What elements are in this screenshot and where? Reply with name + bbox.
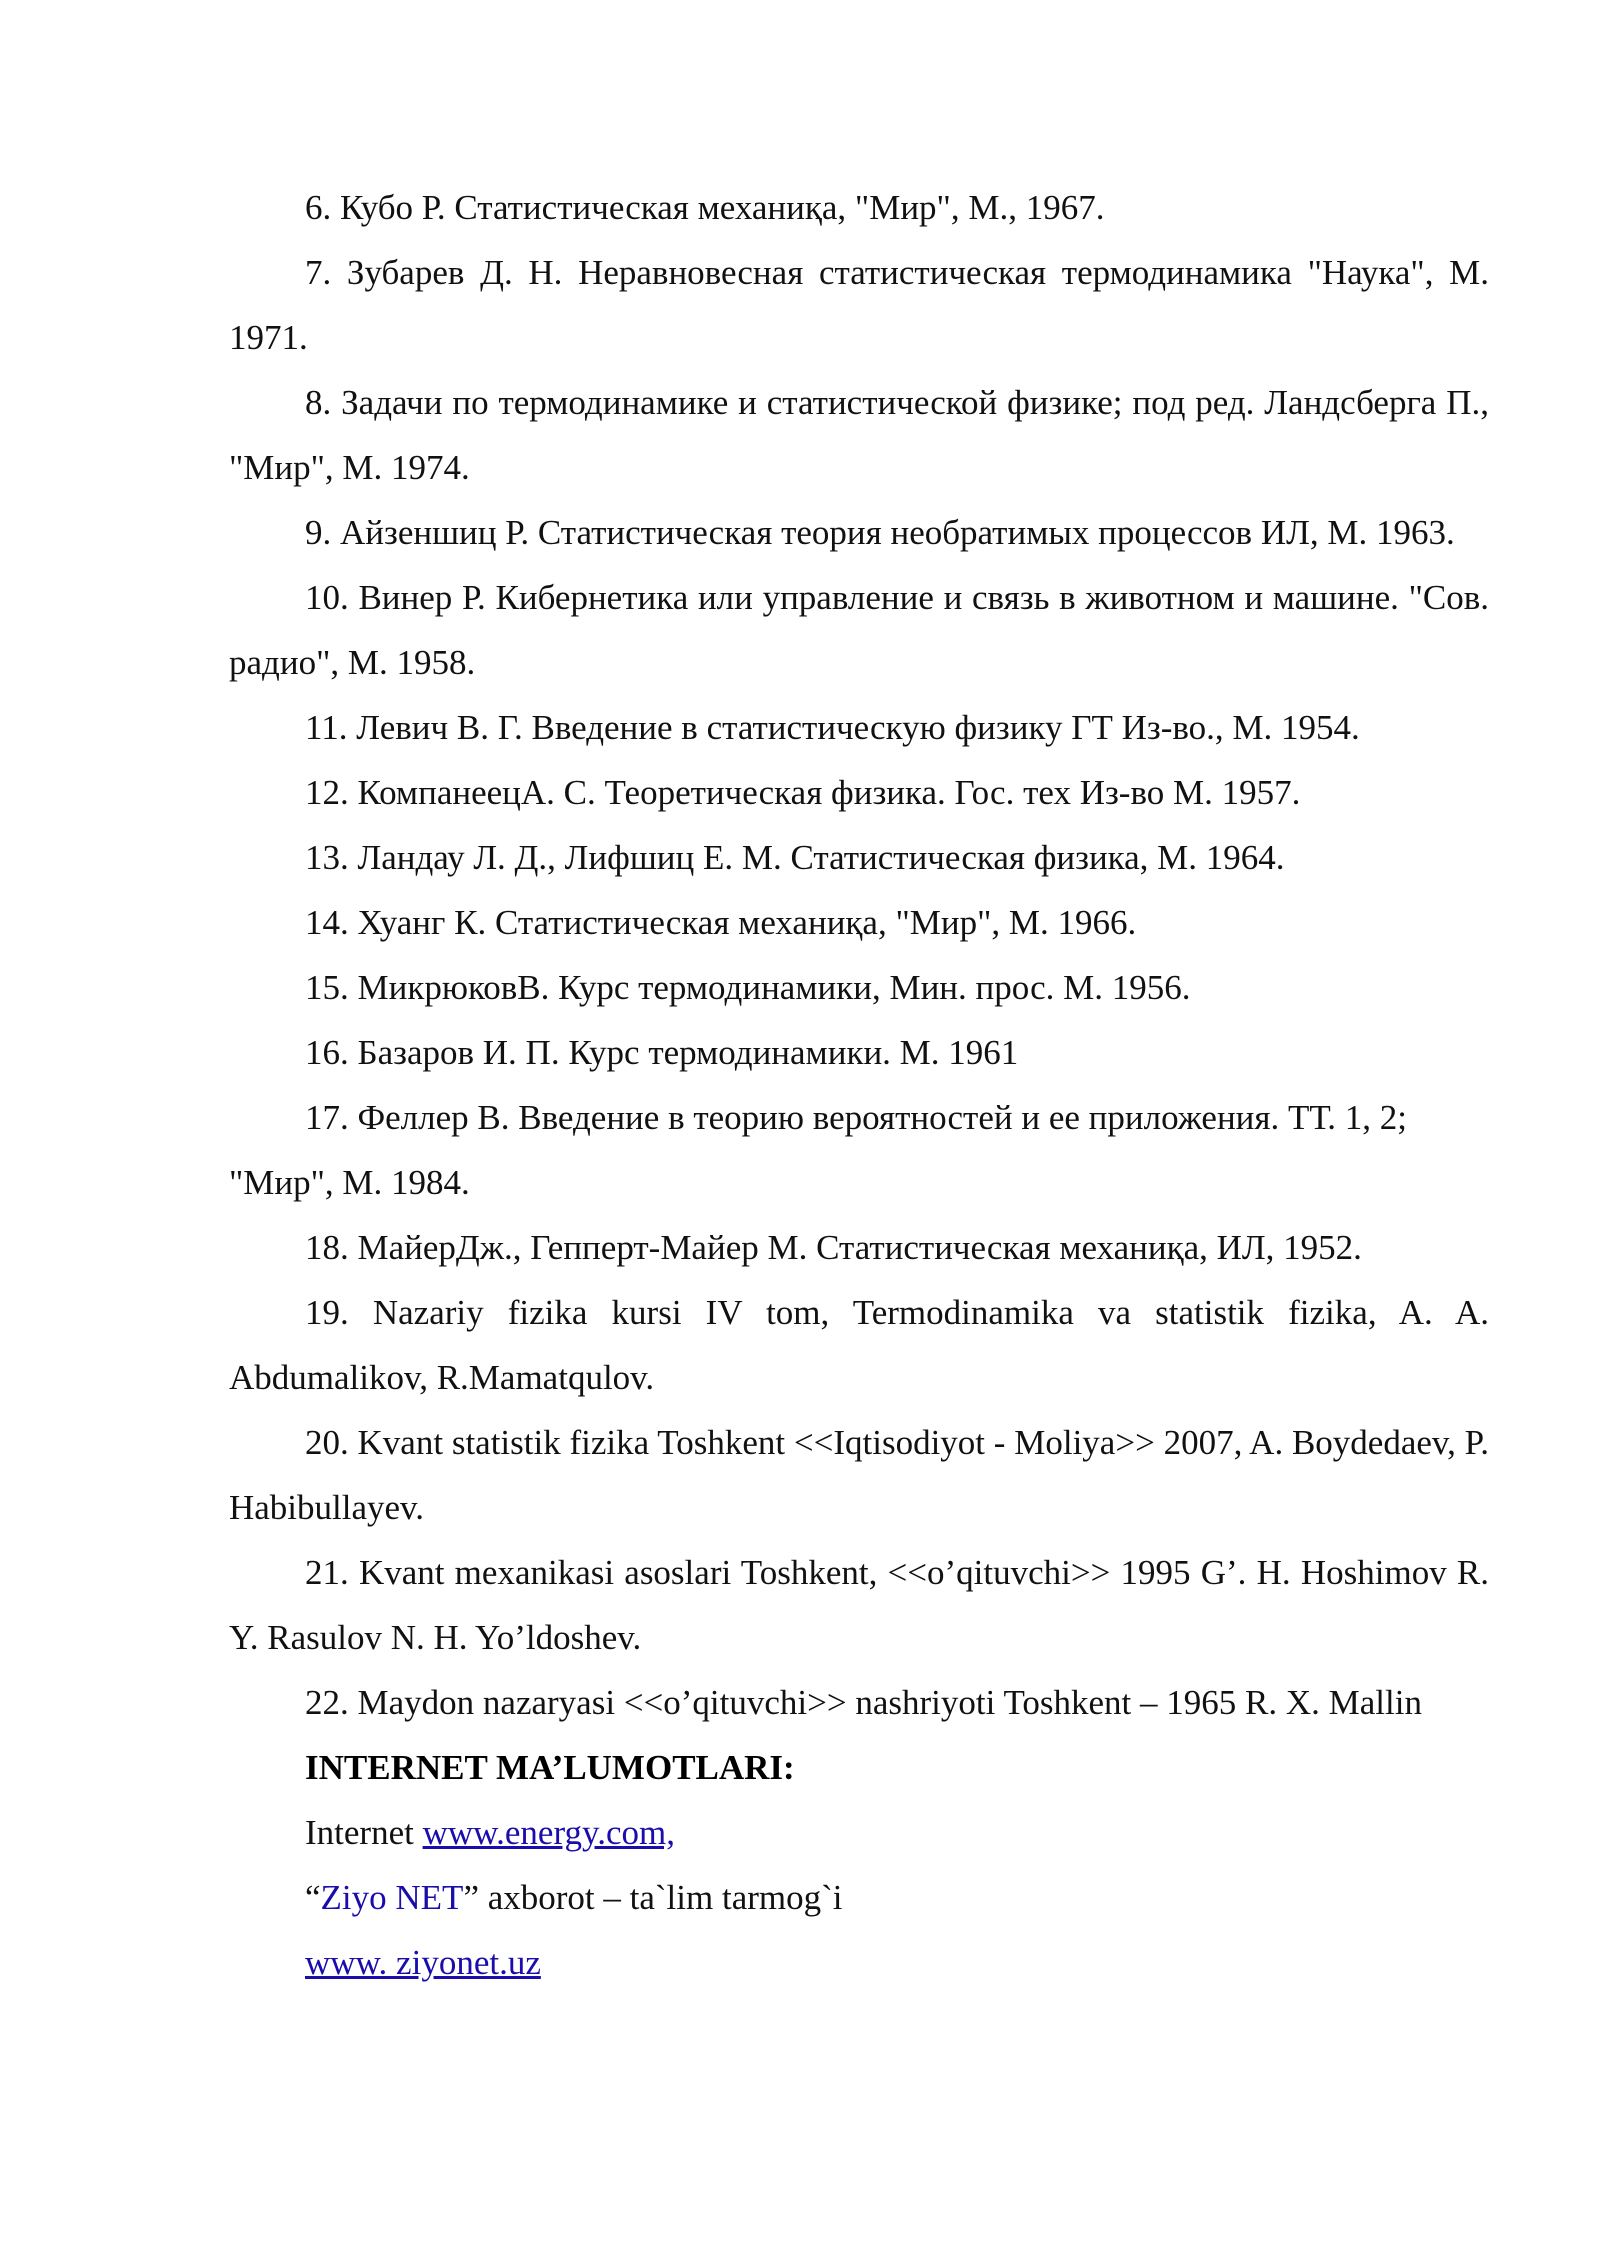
reference-item-7: 7. Зубарев Д. Н. Неравновесная статистическая термодинамика "Наука", М. 1971.: [229, 253, 1489, 357]
document-page: [229, 175, 1489, 1995]
reference-item-11: 11. Левич В. Г. Введение в статистическую физику ГТ Из-во., М. 1954.: [305, 708, 1360, 747]
internet-line: [229, 1800, 1489, 1865]
reference-list: [229, 175, 1489, 1735]
reference-item-20: 20. Kvant statistik fizika Toshkent <<Iqtisodiyot - Moliya>> 2007, A. Boydedaev, P. Habibullayev.: [229, 1423, 1489, 1527]
reference-item-15: 15. МикрюковВ. Курс термодинамики, Мин. прос. М. 1956.: [305, 968, 1191, 1007]
reference-item-13: 13. Ландау Л. Д., Лифшиц Е. М. Статистическая физика, М. 1964.: [305, 838, 1285, 877]
reference-item-16: 16. Базаров И. П. Курс термодинамики. М. 1961: [305, 1033, 1019, 1072]
reference-item-10: 10. Винер Р. Кибернетика или управление и связь в животном и машине. "Сов. радио", М. 1958.: [229, 578, 1489, 682]
reference-item-18: 18. МайерДж., Гепперт-Майер М. Статистическая механиқа, ИЛ, 1952.: [305, 1228, 1362, 1267]
open-quote: “: [305, 1878, 321, 1917]
reference-item-12: 12. КомпанеецА. С. Теоретическая физика. Гос. тех Из-во М. 1957.: [305, 773, 1301, 812]
reference-item-17: 17. Феллер В. Введение в теорию вероятностей и ее приложения. ТТ. 1, 2; "Мир", М. 1984.: [229, 1098, 1407, 1202]
ziyonet-url-line: [229, 1930, 1489, 1995]
internet-label: Internet: [305, 1813, 423, 1852]
reference-item-21: 21. Kvant mexanikasi asoslari Toshkent, <<o’qituvchi>> 1995 G’. H. Hoshimov R. Y. Rasulov N. H. Yo’ldoshev.: [229, 1553, 1489, 1657]
reference-item-9: 9. Айзеншиц Р. Статистическая теория необратимых процессов ИЛ, М. 1963.: [305, 513, 1455, 552]
ziyonet-description: ” axborot – ta`lim tarmog`i: [463, 1878, 843, 1917]
ziyonet-link[interactable]: www. ziyonet.uz: [305, 1943, 541, 1982]
reference-item-19: 19. Nazariy fizika kursi IV tom, Termodinamika va statistik fizika, A. A. Abdumalikov, R.Mamatqulov.: [229, 1293, 1489, 1397]
energy-link[interactable]: www.energy.com,: [422, 1813, 675, 1852]
reference-item-14: 14. Хуанг К. Статистическая механиқа, "Мир", М. 1966.: [305, 903, 1137, 942]
reference-item-8: 8. Задачи по термодинамике и статистической физике; под ред. Ландсберга П., "Мир", М. 1974.: [229, 383, 1489, 487]
ziyonet-line: [229, 1865, 1489, 1930]
internet-heading: INTERNET MA’LUMOTLARI:: [305, 1748, 795, 1787]
reference-item-22: 22. Maydon nazaryasi <<o’qituvchi>> nashriyoti Toshkent – 1965 R. X. Mallin: [305, 1683, 1422, 1722]
reference-item-6: 6. Кубо Р. Статистическая механиқа, "Мир", М., 1967.: [305, 188, 1105, 227]
ziyonet-name: Ziyo NET: [320, 1878, 464, 1917]
